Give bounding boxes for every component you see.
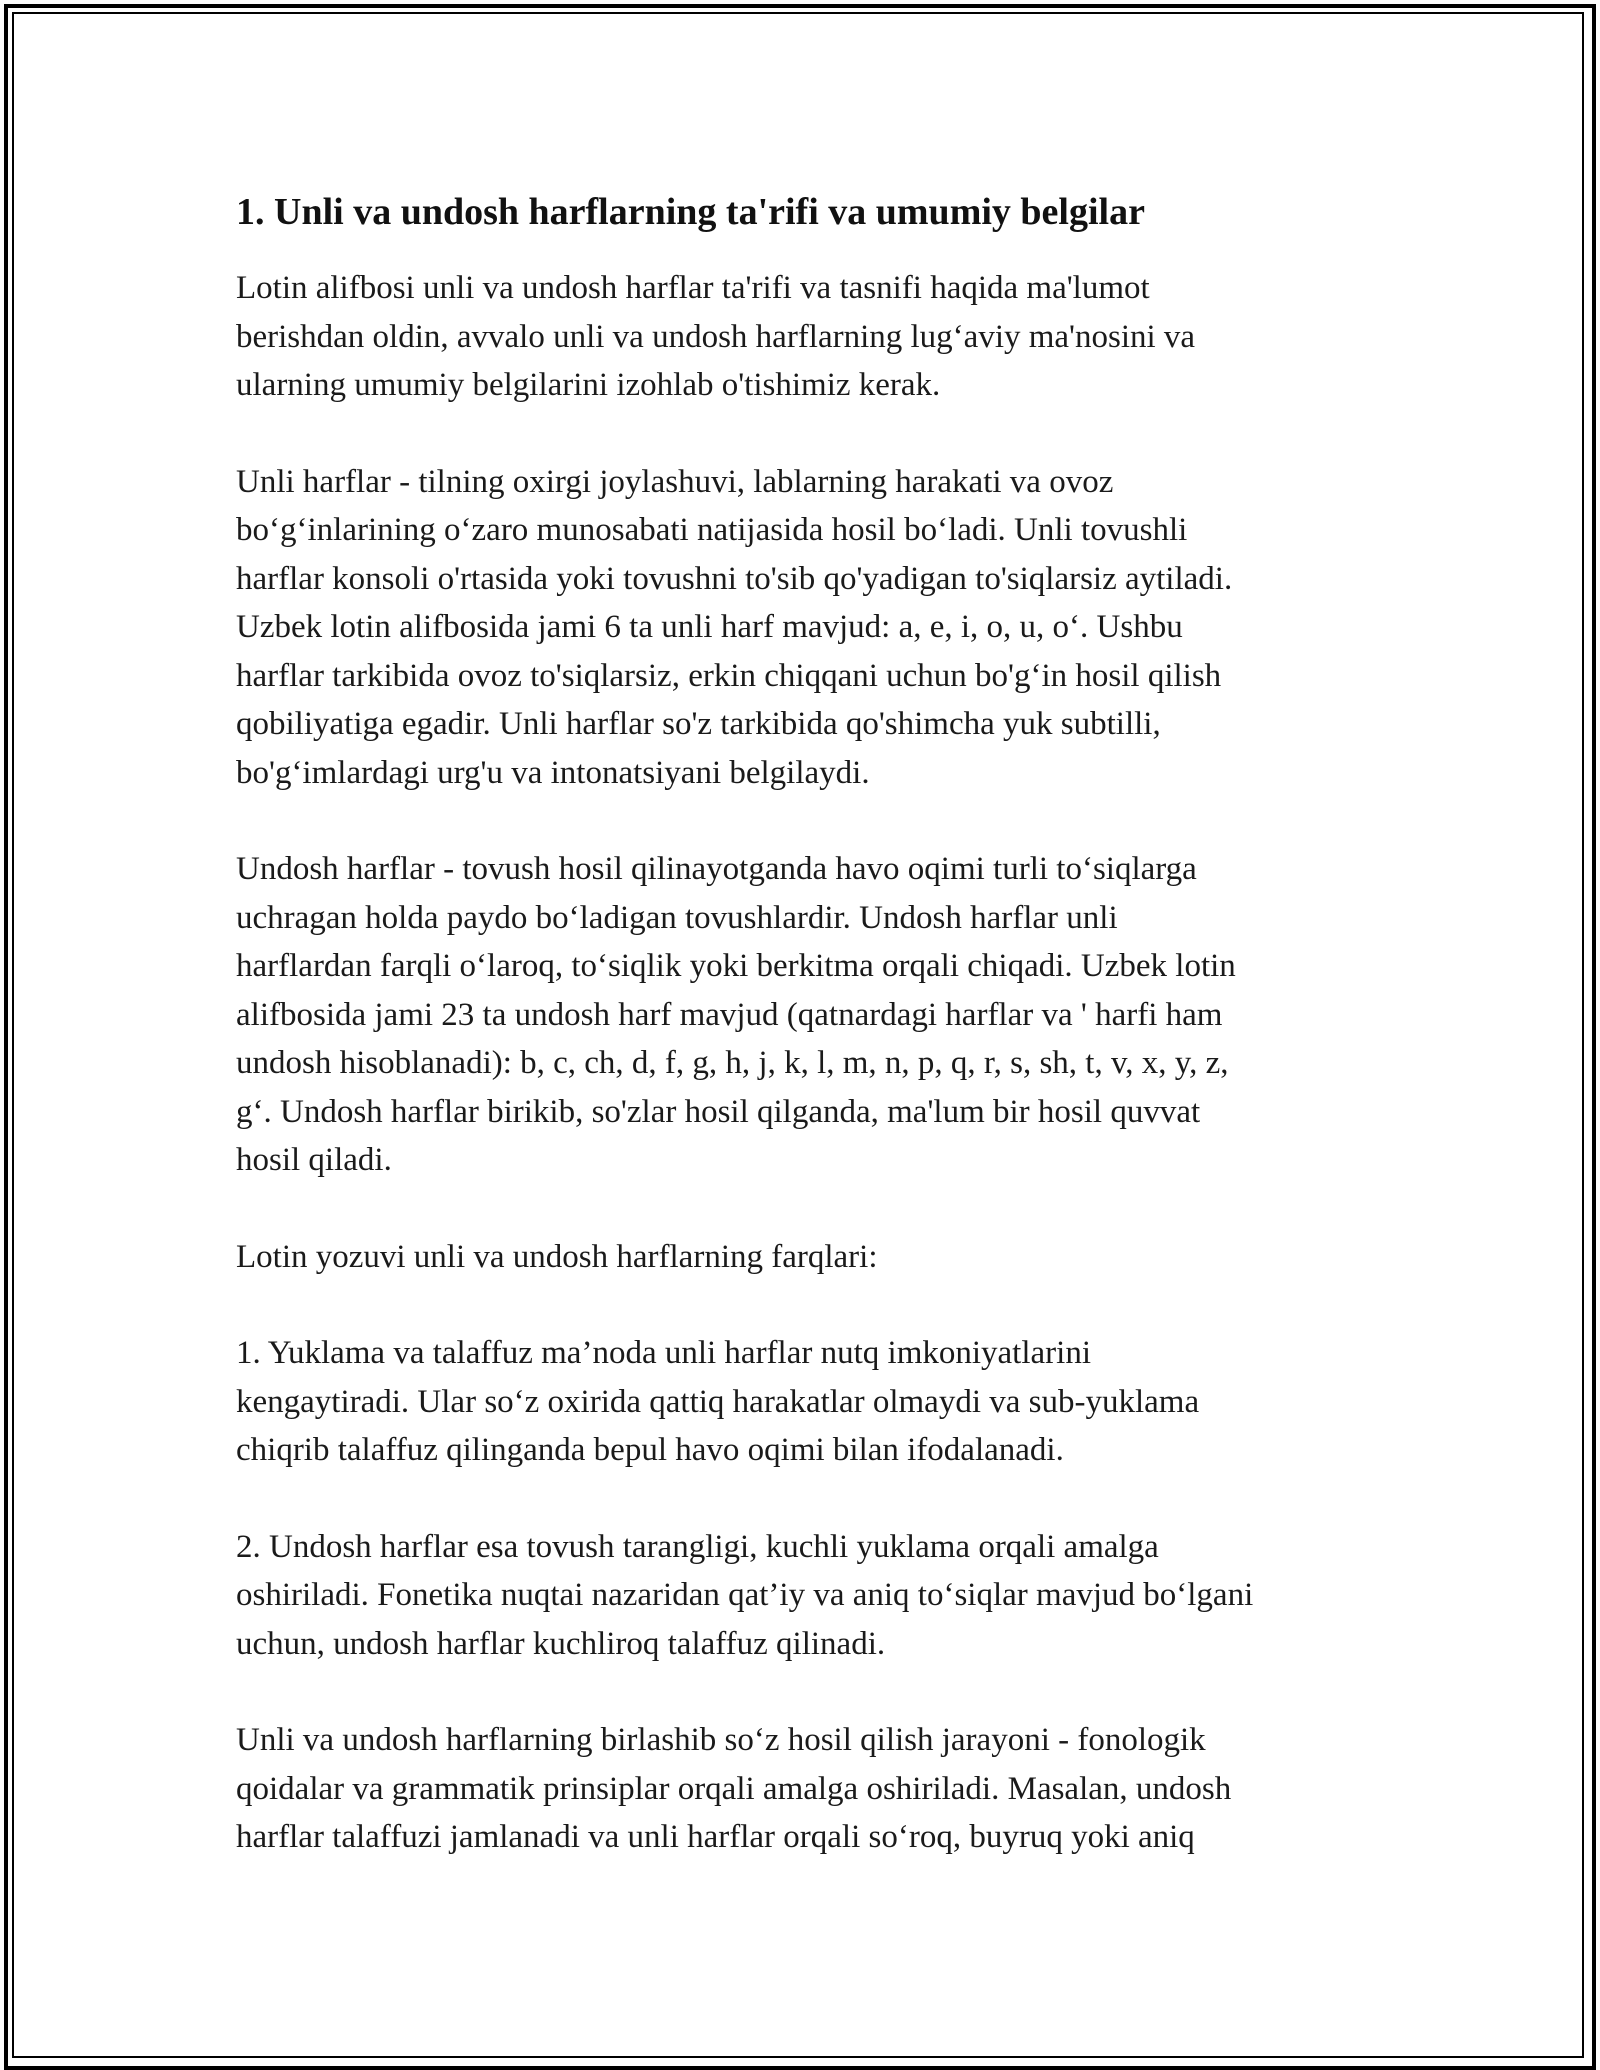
paragraph-consonants — [236, 845, 1376, 1185]
text-line: Lotin alifbosi unli va undosh harflar ta'rifi va tasnifi haqida ma'lumot — [236, 270, 1150, 306]
text-line: harflar tarkibida ovoz to'siqlarsiz, erkin chiqqani uchun bo'g‘in hosil qilish — [236, 657, 1222, 694]
text-line: harflar talaffuzi jamlanadi va unli harflar orqali so‘roq, buyruq yoki aniq — [236, 1819, 1195, 1855]
text-line: kengaytiradi. Ular so‘z oxirida qattiq harakatlar olmaydi va sub-yuklama — [236, 1383, 1200, 1420]
document-body — [236, 188, 1376, 1910]
paragraph-word-formation — [236, 1716, 1376, 1862]
text-line: 2. Undosh harflar esa tovush tarangligi, kuchli yuklama orqali amalga — [236, 1528, 1159, 1565]
text-line: chiqrib talaffuz qilinganda bepul havo oqimi bilan ifodalanadi. — [236, 1432, 1064, 1468]
text-line: Uzbek lotin alifbosida jami 6 ta unli harf mavjud: a, e, i, o, u, o‘. Ushbu — [236, 609, 1183, 645]
text-line: qobiliyatiga egadir. Unli harflar so'z tarkibida qo'shimcha yuk subtilli, — [236, 706, 1161, 742]
paragraph-difference-2 — [236, 1523, 1376, 1669]
text-line: harflardan farqli o‘laroq, to‘siqlik yoki berkitma orqali chiqadi. Uzbek lotin — [236, 948, 1236, 984]
text-line: uchragan holda paydo bo‘ladigan tovushlardir. Undosh harflar unli — [236, 899, 1118, 936]
text-line: bo‘g‘inlarining o‘zaro munosabati natijasida hosil bo‘ladi. Unli tovushli — [236, 512, 1188, 548]
text-line: qoidalar va grammatik prinsiplar orqali amalga oshiriladi. Masalan, undosh — [236, 1770, 1232, 1807]
text-line: Unli va undosh harflarning birlashib so‘z hosil qilish jarayoni - fonologik — [236, 1722, 1206, 1758]
paragraph-difference-1 — [236, 1329, 1376, 1475]
text-line: Lotin yozuvi unli va undosh harflarning farqlari: — [236, 1238, 878, 1275]
text-line: Unli harflar - tilning oxirgi joylashuvi, lablarning harakati va ovoz — [236, 463, 1114, 500]
text-line: harflar konsoli o'rtasida yoki tovushni to'sib qo'yadigan to'siqlarsiz aytiladi. — [236, 560, 1233, 597]
text-line: alifbosida jami 23 ta undosh harf mavjud (qatnardagi harflar va ' harfi ham — [236, 996, 1223, 1033]
text-line: g‘. Undosh harflar birikib, so'zlar hosil qilganda, ma'lum bir hosil quvvat — [236, 1093, 1201, 1130]
text-line: berishdan oldin, avvalo unli va undosh harflarning lug‘aviy ma'nosini va — [236, 318, 1196, 355]
text-line: Undosh harflar - tovush hosil qilinayotganda havo oqimi turli to‘siqlarga — [236, 851, 1197, 887]
paragraph-intro — [236, 264, 1376, 410]
text-line: undosh hisoblanadi): b, c, ch, d, f, g, h, j, k, l, m, n, p, q, r, s, sh, t, v, x, y, z, — [236, 1045, 1229, 1081]
text-line: uchun, undosh harflar kuchliroq talaffuz qilinadi. — [236, 1625, 886, 1662]
text-line: 1. Yuklama va talaffuz ma’noda unli harflar nutq imkoniyatlarini — [236, 1335, 1091, 1371]
text-line: hosil qiladi. — [236, 1142, 392, 1178]
text-line: bo'g‘imlardagi urg'u va intonatsiyani belgilaydi. — [236, 754, 870, 791]
paragraph-differences-heading — [236, 1233, 1376, 1282]
page-title: 1. Unli va undosh harflarning ta'rifi va umumiy belgilar — [236, 191, 1145, 233]
paragraph-vowels — [236, 458, 1376, 798]
text-line: oshiriladi. Fonetika nuqtai nazaridan qat’iy va aniq to‘siqlar mavjud bo‘lgani — [236, 1577, 1254, 1613]
text-line: ularning umumiy belgilarini izohlab o'tishimiz kerak. — [236, 367, 941, 403]
